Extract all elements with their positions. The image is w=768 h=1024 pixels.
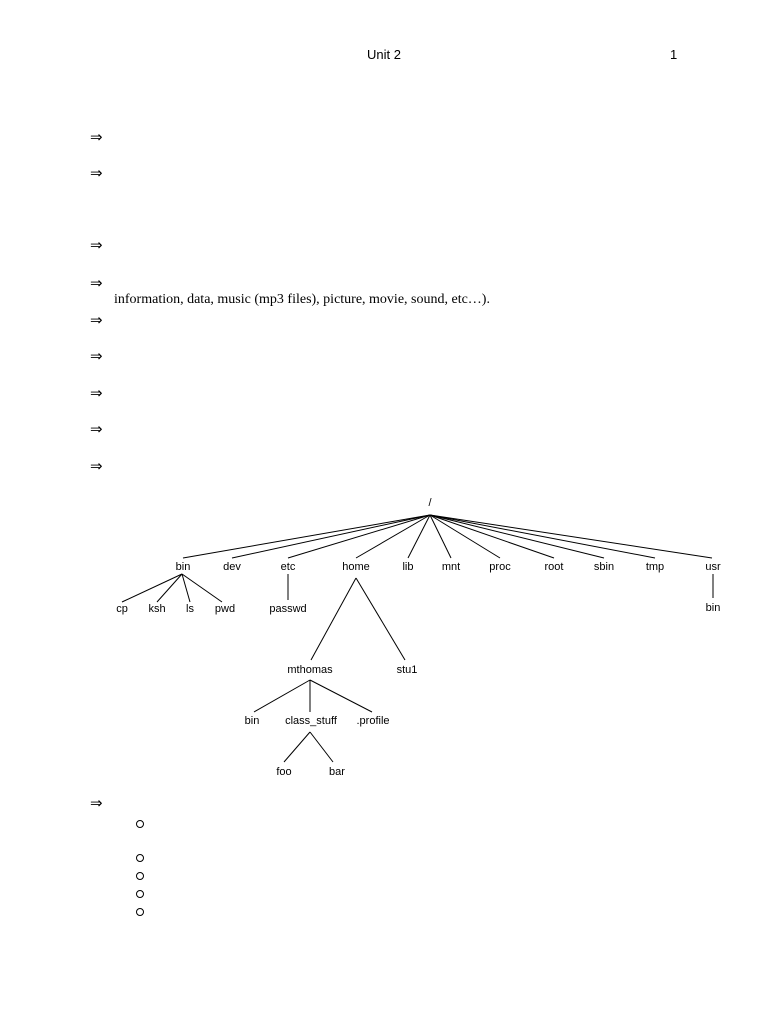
tree-edge (311, 578, 356, 660)
tree-edge (232, 515, 430, 558)
tree-node-usr: usr (705, 561, 721, 573)
tree-node-foo: foo (276, 766, 292, 778)
tree-edge (430, 515, 554, 558)
tree-node-home: home (342, 561, 370, 573)
tree-node-ksh: ksh (148, 603, 166, 615)
bullet-arrow: ⇒ (90, 794, 103, 812)
page-number: 1 (670, 47, 678, 62)
tree-node-sbin: sbin (593, 561, 615, 573)
bullet-arrow: ⇒ (90, 420, 103, 438)
bullet-arrow: ⇒ (90, 164, 103, 182)
sub-bullet-circle (136, 820, 144, 828)
sub-bullet-circle (136, 872, 144, 880)
page-header-title: Unit 2 (367, 47, 401, 62)
tree-node-pwd: pwd (214, 603, 236, 615)
tree-node-lib: lib (402, 561, 414, 573)
bullet-arrow: ⇒ (90, 384, 103, 402)
tree-node-class-stuff: class_stuff (285, 715, 337, 727)
tree-node-mthomas: mthomas (287, 664, 333, 676)
bullet-arrow: ⇒ (90, 457, 103, 475)
tree-node-mthomas-bin: bin (244, 715, 260, 727)
tree-edge (310, 680, 372, 712)
tree-edge (430, 515, 655, 558)
sub-bullet-circle (136, 890, 144, 898)
tree-node-usr-bin: bin (705, 602, 721, 614)
bullet-arrow: ⇒ (90, 236, 103, 254)
tree-edge (122, 574, 182, 602)
sub-bullet-circle (136, 908, 144, 916)
bullet-arrow: ⇒ (90, 347, 103, 365)
bullet-arrow: ⇒ (90, 274, 103, 292)
tree-node-stu1: stu1 (396, 664, 418, 676)
tree-edge (254, 680, 310, 712)
tree-node-etc: etc (280, 561, 296, 573)
tree-node-mnt: mnt (441, 561, 461, 573)
tree-node-root-dir: root (544, 561, 564, 573)
tree-edge (430, 515, 712, 558)
tree-edge (284, 732, 310, 762)
tree-node-tmp: tmp (645, 561, 665, 573)
body-text-line: information, data, music (mp3 files), picture, movie, sound, etc…). (114, 292, 490, 307)
tree-node-passwd: passwd (269, 603, 307, 615)
tree-edge (356, 578, 405, 660)
tree-edge (310, 732, 333, 762)
tree-node-cp: cp (116, 603, 128, 615)
tree-node-bin: bin (175, 561, 191, 573)
tree-node-dev: dev (223, 561, 241, 573)
tree-edge (182, 574, 222, 602)
bullet-arrow: ⇒ (90, 128, 103, 146)
tree-node-proc: proc (489, 561, 511, 573)
tree-node-profile: .profile (356, 715, 390, 727)
tree-node-root: / (428, 497, 432, 509)
bullet-arrow: ⇒ (90, 311, 103, 329)
tree-node-ls: ls (186, 603, 194, 615)
tree-edge (157, 574, 182, 602)
sub-bullet-circle (136, 854, 144, 862)
tree-edge (430, 515, 604, 558)
tree-node-bar: bar (329, 766, 345, 778)
